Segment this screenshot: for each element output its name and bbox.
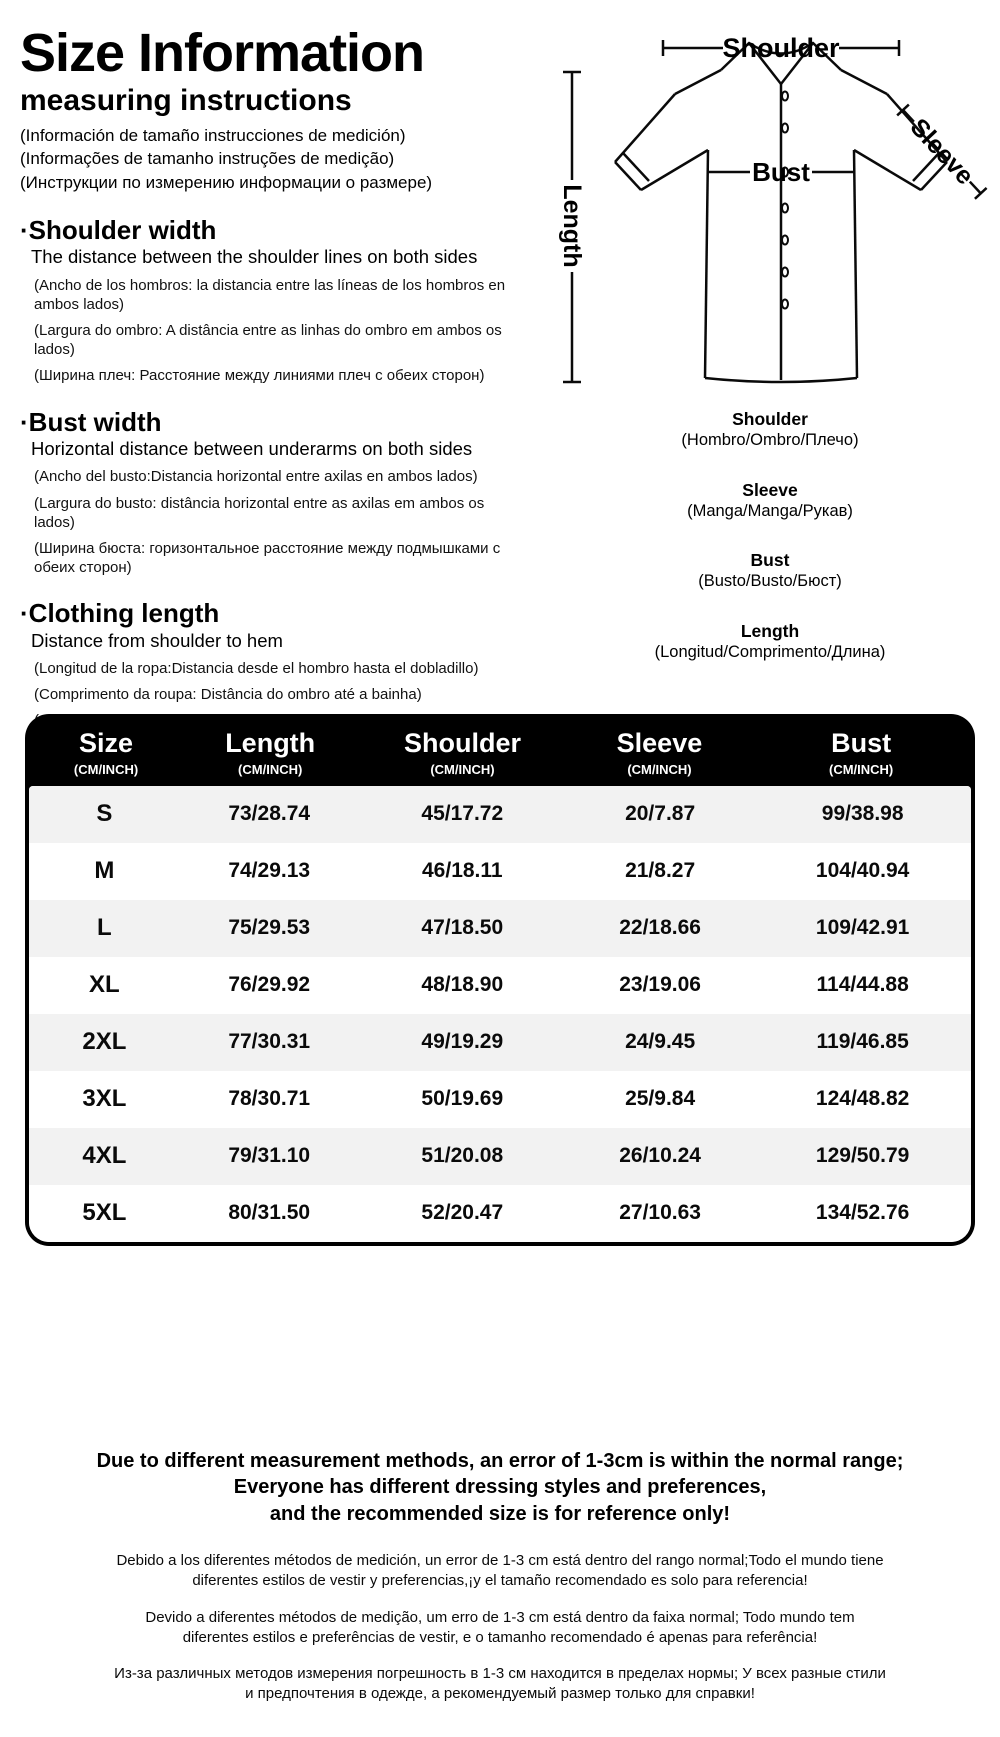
length-cell: 75/29.53 <box>228 916 311 940</box>
section-title-text: Shoulder width <box>28 214 217 245</box>
bust-cell: 104/40.94 <box>815 859 910 883</box>
disclaimer-line: diferentes estilos de vestir y preferencias,¡y el tamaño recomendado es solo para referencia! <box>192 1571 808 1589</box>
section-shoulder-width-desc: The distance between the shoulder lines on both sides <box>31 246 478 268</box>
sleeve-cell: 25/9.84 <box>625 1087 696 1111</box>
diagram-bust-label: Bust <box>752 157 810 187</box>
legend-title: Shoulder <box>732 409 808 429</box>
shirt-diagram-panel <box>545 30 995 692</box>
legend-title: Bust <box>750 550 790 571</box>
disclaimer-line: and the recommended size is for reference only! <box>269 1502 731 1525</box>
sleeve-cell: 21/8.27 <box>625 859 696 883</box>
translation-es: (Ancho de los hombros: la distancia entre las líneas de los hombros en ambos lados) <box>34 276 506 313</box>
column-header-sleeve <box>566 729 754 777</box>
measuring-instructions-panel <box>20 23 545 731</box>
legend-sub: (Longitud/Comprimento/Длина) <box>654 642 886 661</box>
shoulder-cell: 45/17.72 <box>421 802 504 826</box>
sleeve-cell: 26/10.24 <box>619 1144 701 1168</box>
column-header-size <box>31 729 181 777</box>
shoulder-cell: 46/18.11 <box>422 859 503 883</box>
size-cell: 2XL <box>82 1028 127 1056</box>
sleeve-cell: 23/19.06 <box>619 973 701 997</box>
table-row-l <box>29 900 971 957</box>
shoulder-cell: 51/20.08 <box>421 1144 504 1168</box>
bullet: · <box>20 406 29 437</box>
sleeve-cell: 27/10.63 <box>619 1201 701 1225</box>
legend-sub: (Hombro/Ombro/Плечо) <box>681 431 859 449</box>
column-header-bust <box>753 729 969 777</box>
legend-sub: (Manga/Manga/Рукав) <box>687 501 853 520</box>
disclaimer-portuguese <box>0 1608 1000 1648</box>
shoulder-cell: 49/19.29 <box>421 1030 504 1054</box>
disclaimer-line: Devido a diferentes métodos de medição, um erro de 1-3 cm está dentro da faixa normal; Todo mundo tem <box>145 1608 855 1626</box>
legend-length <box>545 621 995 663</box>
column-label: Size <box>79 728 134 758</box>
bullet: · <box>20 598 29 629</box>
disclaimer-line: Debido a los diferentes métodos de medición, un error de 1-3 cm está dentro del rango normal;Todo el mundo tiene <box>116 1552 884 1570</box>
section-bust-width-desc: Horizontal distance between underarms on both sides <box>31 438 473 460</box>
subtitle-translation-es: (Información de tamaño instrucciones de medición) <box>20 125 406 145</box>
section-clothing-length-desc: Distance from shoulder to hem <box>31 629 283 651</box>
shoulder-cell: 48/18.90 <box>421 973 504 997</box>
legend-title: Sleeve <box>742 479 798 500</box>
sleeve-cell: 22/18.66 <box>619 916 701 940</box>
disclaimer-line: Due to different measurement methods, an error of 1-3cm is within the normal range; <box>96 1450 904 1472</box>
diagram-sleeve-label: Sleeve <box>904 113 980 191</box>
legend-shoulder <box>545 409 995 451</box>
disclaimer-notes <box>0 1448 1000 1721</box>
column-header-shoulder <box>359 729 565 777</box>
legend-sleeve <box>545 480 995 522</box>
disclaimer-spanish <box>0 1551 1000 1591</box>
shirt-measurement-diagram-icon <box>545 30 995 395</box>
section-bust-width-title <box>20 408 545 437</box>
bust-cell: 119/46.85 <box>816 1030 909 1054</box>
section-clothing-length-title <box>20 599 545 628</box>
size-chart-table <box>25 714 975 1246</box>
column-unit-note: (CM/INCH) <box>627 761 692 777</box>
column-label: Length <box>225 728 316 758</box>
bust-cell: 99/38.98 <box>821 802 904 826</box>
bust-cell: 109/42.91 <box>815 916 910 940</box>
translation-ru: (Ширина бюста: горизонтальное расстояние между подмышками с обеих сторон) <box>34 539 501 577</box>
bullet: · <box>20 214 29 245</box>
length-cell: 77/30.31 <box>228 1030 311 1054</box>
table-row-s <box>29 786 971 843</box>
section-title-text: Clothing length <box>28 598 220 629</box>
diagram-length-label: Length <box>558 184 586 268</box>
subtitle-translation-pt: (Informações de tamanho instruções de medição) <box>20 149 395 169</box>
column-label: Sleeve <box>616 728 703 758</box>
column-label: Bust <box>831 728 892 758</box>
sleeve-cell: 20/7.87 <box>625 802 696 826</box>
bust-cell: 129/50.79 <box>815 1144 910 1168</box>
table-row-2xl <box>29 1014 971 1071</box>
translation-pt: (Largura do busto: distância horizontal entre as axilas em ambos os lados) <box>34 494 485 531</box>
length-cell: 73/28.74 <box>228 802 311 826</box>
length-cell: 78/30.71 <box>228 1087 311 1111</box>
measurement-legend <box>545 409 995 663</box>
section-shoulder-width <box>20 216 545 386</box>
size-cell: XL <box>89 971 120 999</box>
column-label: Shoulder <box>403 728 521 758</box>
size-cell: 5XL <box>82 1199 127 1227</box>
size-chart-header <box>25 714 975 786</box>
table-row-5xl <box>29 1185 971 1242</box>
length-cell: 80/31.50 <box>228 1201 311 1225</box>
length-cell: 79/31.10 <box>228 1144 311 1168</box>
page-subtitle: measuring instructions <box>20 84 352 118</box>
section-shoulder-width-title <box>20 216 545 245</box>
disclaimer-english <box>0 1448 1000 1527</box>
table-row-m <box>29 843 971 900</box>
translation-es: (Longitud de la ropa:Distancia desde el hombro hasta el dobladillo) <box>34 660 479 678</box>
shoulder-cell: 50/19.69 <box>421 1087 504 1111</box>
column-unit-note: (CM/INCH) <box>828 761 894 777</box>
sleeve-cell: 24/9.45 <box>625 1030 696 1054</box>
disclaimer-line: diferentes estilos e preferências de vestir, e o tamanho recomendado é apenas para referência! <box>182 1628 818 1646</box>
translation-ru: (Ширина плеч: Расстояние между линиями плеч с обеих сторон) <box>34 367 485 385</box>
size-cell: M <box>94 857 115 885</box>
column-unit-note: (CM/INCH) <box>73 761 139 777</box>
section-title-text: Bust width <box>28 406 162 437</box>
disclaimer-russian <box>0 1664 1000 1704</box>
size-cell: S <box>96 800 113 828</box>
page-title: Size Information <box>20 23 425 83</box>
diagram-shoulder-label: Shoulder <box>722 33 840 63</box>
translation-pt: (Comprimento da roupa: Distância do ombro até a bainha) <box>34 686 422 704</box>
legend-bust <box>545 550 995 592</box>
shoulder-cell: 47/18.50 <box>421 916 504 940</box>
shoulder-cell: 52/20.47 <box>421 1201 504 1225</box>
disclaimer-line: Everyone has different dressing styles and preferences, <box>233 1476 767 1499</box>
section-shoulder-width-translations <box>20 276 545 386</box>
column-unit-note: (CM/INCH) <box>238 761 303 777</box>
size-cell: 3XL <box>82 1085 127 1113</box>
legend-sub: (Busto/Busto/Бюст) <box>698 572 842 591</box>
section-bust-width <box>20 408 545 578</box>
bust-cell: 114/44.88 <box>816 973 909 997</box>
bust-cell: 124/48.82 <box>815 1087 910 1111</box>
disclaimer-line: и предпочтения в одежде, а рекомендуемый размер только для справки! <box>245 1685 755 1703</box>
subtitle-translation-ru: (Инструкции по измерению информации о размере) <box>20 173 433 193</box>
size-cell: L <box>97 914 112 942</box>
bust-cell: 134/52.76 <box>815 1201 910 1225</box>
size-cell: 4XL <box>82 1142 127 1170</box>
column-header-length <box>181 729 359 777</box>
length-cell: 74/29.13 <box>228 859 311 883</box>
legend-title: Length <box>740 620 800 641</box>
subtitle-translations <box>20 125 545 194</box>
length-cell: 76/29.92 <box>228 973 311 997</box>
table-row-3xl <box>29 1071 971 1128</box>
table-row-4xl <box>29 1128 971 1185</box>
size-chart-body <box>29 786 971 1242</box>
button-icons <box>782 92 788 309</box>
section-clothing-length <box>20 599 545 730</box>
column-unit-note: (CM/INCH) <box>430 761 495 777</box>
section-bust-width-translations <box>20 467 545 577</box>
translation-es: (Ancho del busto:Distancia horizontal entre axilas en ambos lados) <box>34 468 478 486</box>
translation-pt: (Largura do ombro: A distância entre as linhas do ombro em ambos os lados) <box>34 321 502 359</box>
disclaimer-line: Из-за различных методов измерения погрешность в 1-3 см находится в пределах нормы; У всех разные стили <box>114 1665 886 1683</box>
table-row-xl <box>29 957 971 1014</box>
